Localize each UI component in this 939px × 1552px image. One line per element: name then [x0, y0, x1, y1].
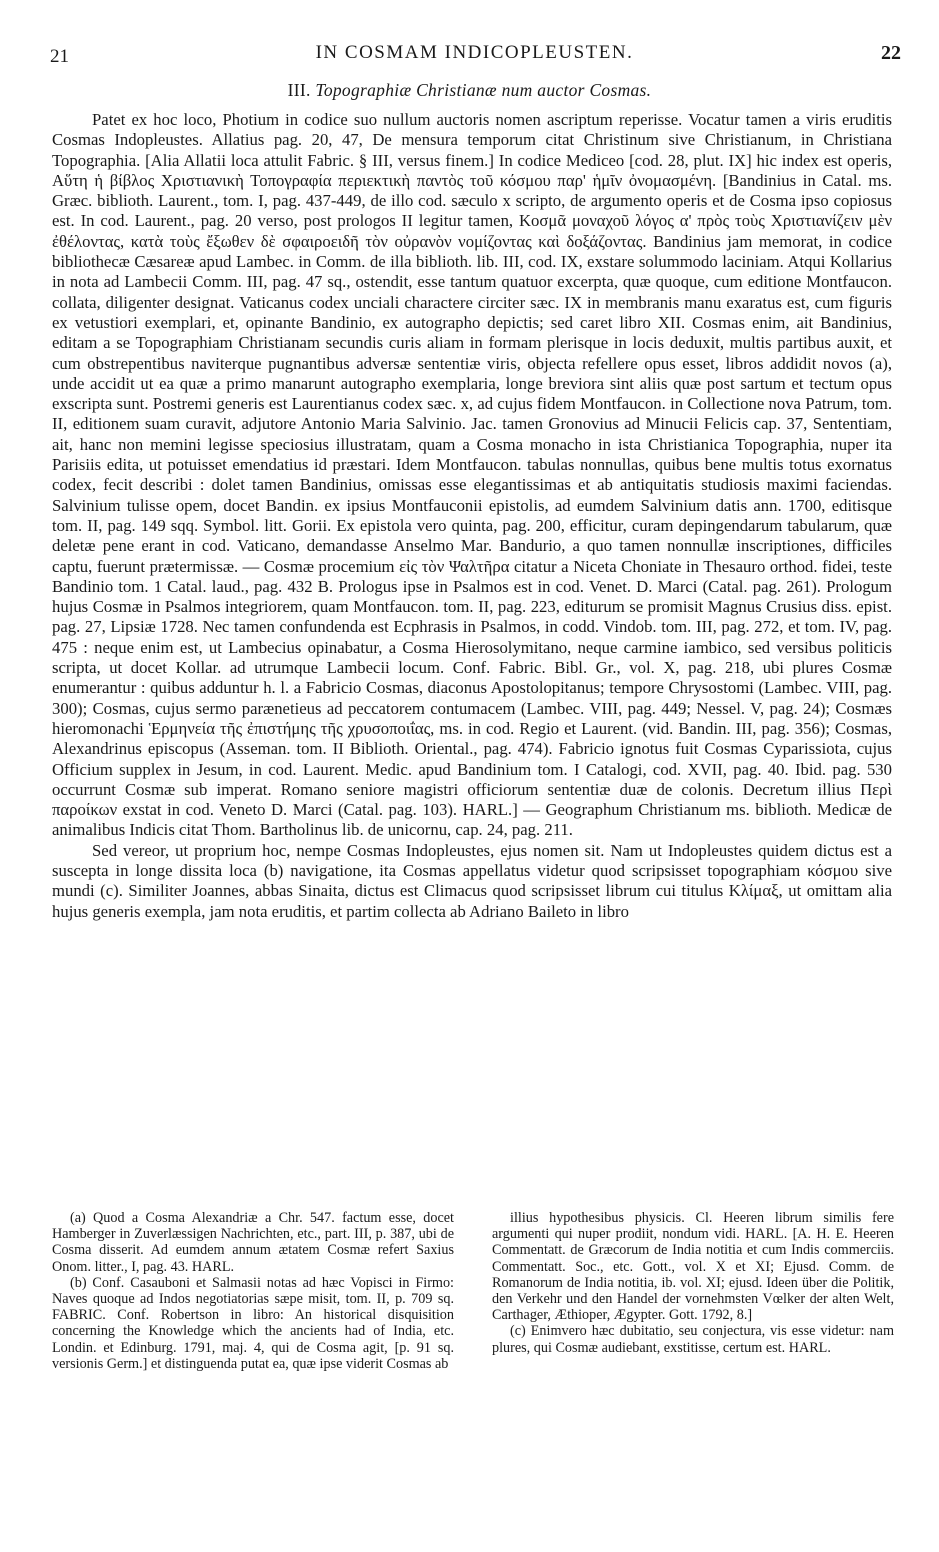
- section-numeral: III.: [287, 80, 311, 100]
- body-paragraph: Patet ex hoc loco, Photium in codice suo nullum auctoris nomen ascriptum reperisse. Vocatur tamen a viris eruditis Cosmas Indopleustes. Allatius pag. 20, 47, De mensura temporum citat Christinum sive Christianum, in Christiana Topographia. [Alia Allatii loca attulit Fabric. § III, versus finem.] In codice Mediceo [cod. 28, plut. IX] hic index est operis, Αὕτη ἡ βίβλος Χριστιανικὴ Τοπογραφία περιεκτικὴ παντὸς τοῦ κόσμου παρ' ἡμῖν ὀνομασμένη. [Bandinius in Catal. ms. Græc. biblioth. Laurent., tom. I, pag. 437-449, de illo cod. sæculo x scripto, de argumento operis et de Cosma ipso copiosus est. In cod. Laurent., pag. 20 verso, post prologos II legitur tamen, Κοσμᾶ μοναχοῦ λόγος α' πρὸς τοὺς Χριστιανίζειν μὲν ἐθέλοντας, κατὰ τοὺς ἔξωθεν δὲ σφαιροειδῆ τὸν οὐρανὸν νομίζοντας καὶ δοξάζοντας. Bandinius jam memorat, in codice bibliothecæ Cæsareæ apud Lambec. in Comm. de illa biblioth. lib. III, cod. IX, exstare solummodo laciniam. Atqui Kollarius in nota ad Lambecii Comm. III, pag. 47 sq., ostendit, esse tantum quatuor excerpta, quæ quoque, cum editione Montfaucon. collata, diligenter designat. Vaticanus codex unciali charactere circiter sæc. IX in membranis manu exaratus est, cum figuris ex vetustiori exemplari, et, opinante Bandinio, ex autographo depictis; sed caret libro XII. Cosmas enim, ait Bandinius, editam a se Topographiam Christianam secundis curis aliam in formam plerisque in locis deduxit, multis partibus auxit, et cum obstrepentibus naviterque pugnantibus adversæ sententiæ viris, objecta refellere opus esset, libros addidit novos (a), unde accidit ut ea quæ a primo manarunt autographo exemplaria, longe breviora sint aliis quæ post sartum et tectum opus exscripta sunt. Postremi generis est Laurentianus codex sæc. x, ad cujus fidem Montfaucon. in Collectione nova Patrum, tom. II, editionem suam curavit, adjutore Antonio Maria Salvinio. Jac. tamen Gronovius ad Minucii Felicis cap. 37, Sententiam, ait, hanc non memini legisse speciosius illustratam, quam a Cosma monacho in ista Christianica Topographia, nuper ita Parisiis edita, ut potuisset emendatius id præstari. Idem Montfaucon. tabulas nonnullas, quibus bene multis totus exornatus codex, fecit describi : dolet tamen Bandinius, omissas esse elegantissimas et ab antiquitatis studiosis maximi faciendas. Salvinium tulisse opem, docet Bandin. ex ipsius Montfauconii epistolis, ad eumdem Salvinium datis ann. 1700, editisque tom. II, pag. 149 sqq. Symbol. litt. Gorii. Ex epistola vero quinta, pag. 200, efficitur, curam depingendarum tabularum, quæ deletæ pene erant in cod. Vaticano, demandasse Anselmo Mar. Bandurio, a quo tamen nonnullæ inscriptiones, difficiles captu, fuerunt prætermissæ. — Cosmæ procemium εἰς τὸν Ψαλτῆρα citatur a Niceta Choniate in Thesauro orthod. fidei, teste Bandinio tom. 1 Catal. laud., pag. 432 B. Prologus ipse in Psalmos est in cod. Venet. D. Marci (Catal. pag. 261). Prologum hujus Cosmæ in Psalmos integriorem, quam Montfaucon. tom. II, pag. 223, editurum se promisit Magnus Crusius diss. epist. pag. 27, Lipsiæ 1728. Nec tamen confundenda est Ecphrasis in Psalmos, in codd. Vindob. tom. III, pag. 272, et tom. IV, pag. 475 : neque enim est, ut Lambecius opinabatur, a Cosma Hierosolymitano, neque carmine iambico, sed versibus politicis scripta, ut docet Kollar. ad utrumque Lambecii locum. Conf. Fabric. Bibl. Gr., vol. X, pag. 218, ubi plures Cosmæ enumerantur : quibus adduntur h. l. a Fabricio Cosmas, diaconus Apostolopitanus; tempore Chrysostomi (Lambec. VIII, pag. 300); Cosmas, cujus sermo parænetieus ad peccatorem contumacem (Lambec. VIII, pag. 449; Nessel. V, pag. 24); Cosmæs hieromonachi Ἑρμηνεία τῆς ἐπιστήμης τῆς χρυσοποιΐας, ms. in cod. Regio et Laurent. (vid. Bandin. III, pag. 356); Cosmas, Alexandrinus episcopus (Asseman. tom. II Biblioth. Oriental., pag. 474). Fabricio ignotus fuit Cosmas Cyparissiota, cujus Officium supplex in Jesum, in cod. Laurent. Medic. apud Bandinium tom. I Catalogi, cod. XVII, pag. 40. Ibid. pag. 530 occurrunt Cosmæ sub imperat. Romano seniore magistri officiorum sententiæ duæ de colonis. Decretum illius Περὶ παροίκων exstat in cod. Veneto D. Marci (Catal. pag. 103). HARL.] — Geographum Christianum ms. biblioth. Medicæ de animalibus Indicis citat Thom. Bartholinus lib. de unicornu, cap. 24, pag. 211.: [52, 110, 892, 840]
- page-number-right: 22: [881, 42, 901, 64]
- footnote: (a) Quod a Cosma Alexandriæ a Chr. 547. factum esse, docet Hamberger in Zuverlæssigen Nachrichten, etc., part. III, p. 387, ubi de Cosma disserit. Ad eumdem annum ætatem Cosmæ refert Saxius Onom. litter., I, pag. 43. HARL.: [52, 1210, 454, 1275]
- footnotes-right-column: [492, 1210, 894, 1372]
- footnote: (c) Enimvero hæc dubitatio, seu conjectura, vis esse videtur: nam plures, qui Cosmæ audiebant, exstitisse, certum est. HARL.: [492, 1323, 894, 1356]
- page-header: [44, 40, 905, 70]
- main-text: [52, 110, 892, 922]
- footnote: illius hypothesibus physicis. Cl. Heeren librum similis fere argumenti qui nuper prodiit, nondum vidi. HARL. [A. H. E. Heeren Commentatt. de Græcorum de India notitia et cum Indis commerciis. Commentatt. Soc., etc. Gott., vol. X et XI; Ejusd. Comm. de Romanorum de India notitia, ib. vol. XI; ejusd. Ideen über die Politik, den Verkehr und den Handel der vornehmsten Vœlker der alten Welt, Carthager, Æthioper, Ægypter. Gott. 1792, 8.]: [492, 1210, 894, 1324]
- section-heading: [0, 80, 939, 101]
- footnote: (b) Conf. Casauboni et Salmasii notas ad hæc Vopisci in Firmo: Naves quoque ad Indos negotiatorias sæpe misit, tom. II, p. 709 sq. FABRIC. Conf. Robertson in libro: An historical disquisition concerning the Knowledge which the ancients had of India, etc. Londin. et Edinburg. 1791, maj. 4, qui de Cosma agit, [p. 91 sq. versionis Germ.] et distinguenda putat ea, quæ ipse viderit Cosmas ab: [52, 1274, 454, 1372]
- footnotes-left-column: [52, 1210, 454, 1372]
- running-title: IN COSMAM INDICOPLEUSTEN.: [315, 42, 634, 63]
- body-paragraph: Sed vereor, ut proprium hoc, nempe Cosmas Indopleustes, ejus nomen sit. Nam ut Indopleustes quidem dictus est a suscepta in longe dissita loca (b) navigatione, ita Cosmas appellatus videtur quod scripsisset topographiam κόσμου sive mundi (c). Similiter Joannes, abbas Sinaita, dictus est Climacus quod scripsisset librum cui titulus Κλίμαξ, ut omittam alia hujus generis exempla, jam nota eruditis, et partim collecta ab Adriano Baileto in libro: [52, 840, 892, 921]
- footnotes: [52, 1210, 894, 1372]
- page-number-left: 21: [50, 46, 69, 67]
- section-title-text: Topographiæ Christianæ num auctor Cosmas.: [315, 80, 652, 100]
